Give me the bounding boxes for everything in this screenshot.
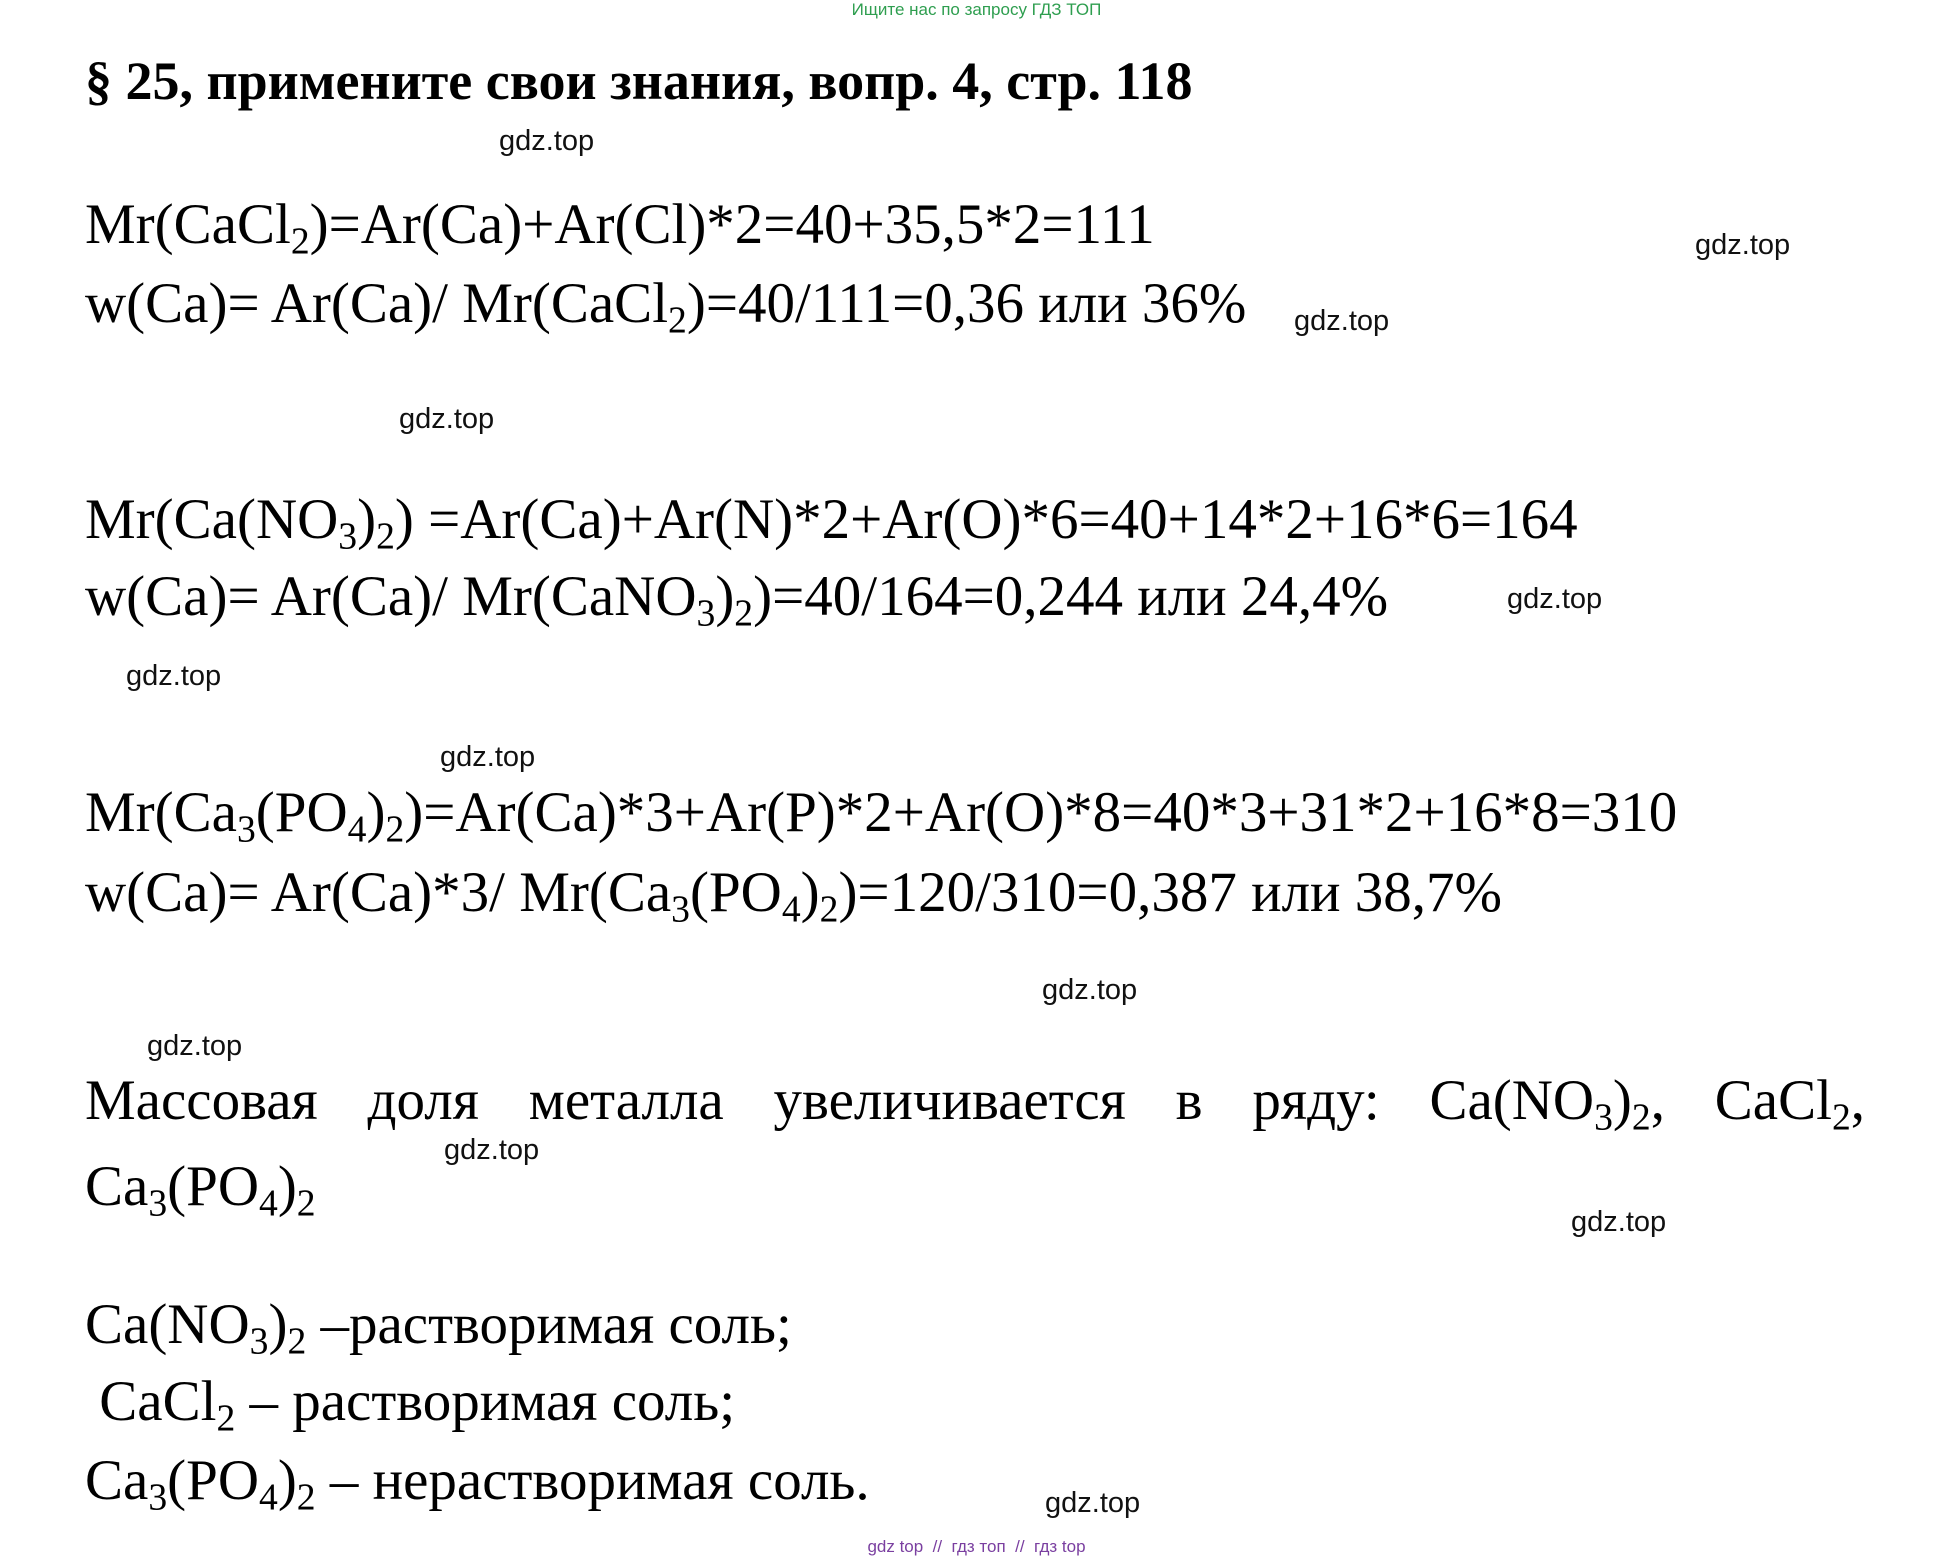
formula-cano3: $Ca(NO_3)_2$, [1429,1069,1665,1139]
solubility-cacl2: CaCl$_2$ – растворимая соль; [85,1370,736,1440]
watermark: gdz.top [1294,305,1390,337]
watermark: gdz.top [126,660,222,692]
watermark: gdz.top [440,741,536,773]
watermark: gdz.top [444,1134,540,1166]
watermark: gdz.top [1571,1206,1667,1238]
page-title: § 25, примените свои знания, вопр. 4, стр. 118 [85,51,1193,111]
conclusion-line-2: $Ca_3(PO_4)_2$ [85,1155,316,1225]
w-ca-cano3-line: w(Ca)= Ar(Ca)/ $Mr(CaNO_3)_2)=40/164=0,244$ или 24,4% [85,565,1389,635]
w-ca-capo4-line: w(Ca)= Ar(Ca)*3/ $Mr(Ca_3(PO_4)_2)=120/310=0,387$ или 38,7% [85,861,1502,931]
watermark: gdz.top [1045,1487,1141,1519]
footer-links[interactable]: gdz top // гдз топ // гдз top [867,1537,1086,1556]
mr-capo4-line: $Mr(Ca_3(PO_4)_2)=Ar(Ca)*3+Ar(P)*2+Ar(O)*8=40*3+31*2+16*8=310$ [85,781,1678,851]
watermark: gdz.top [499,125,595,157]
mr-cano3-line: $Mr(Ca(NO_3)_2) =Ar(Ca)+Ar(N)*2+Ar(O)*6=40+14*2+16*6=164$ [85,488,1578,558]
watermark: gdz.top [147,1030,243,1062]
watermark: gdz.top [1695,229,1791,261]
conclusion-line: Массовая доля металла увеличивается в ряду: $Ca(NO_3)_2$, CaCl$_2$, [85,1069,1865,1139]
watermark: gdz.top [399,403,495,435]
solubility-capo4: $Ca_3(PO_4)_2$ – нерастворимая соль. [85,1449,870,1519]
formula-cacl2: CaCl$_2$, [1714,1069,1865,1139]
top-banner[interactable]: Ищите нас по запросу ГДЗ ТОП [851,0,1102,19]
watermark: gdz.top [1042,974,1138,1006]
mr-cacl2-line: Mr(CaCl$_2$)=Ar(Ca)+Ar(Cl)*2=40+35,5*2=111 [85,193,1155,263]
solubility-cano3: $Ca(NO_3)_2$ –растворимая соль; [85,1293,792,1363]
watermark: gdz.top [1507,583,1603,615]
w-ca-cacl2-line: w(Ca)= Ar(Ca)/ Mr(CaCl$_2$)=40/111=0,36 или 36% [85,272,1247,342]
